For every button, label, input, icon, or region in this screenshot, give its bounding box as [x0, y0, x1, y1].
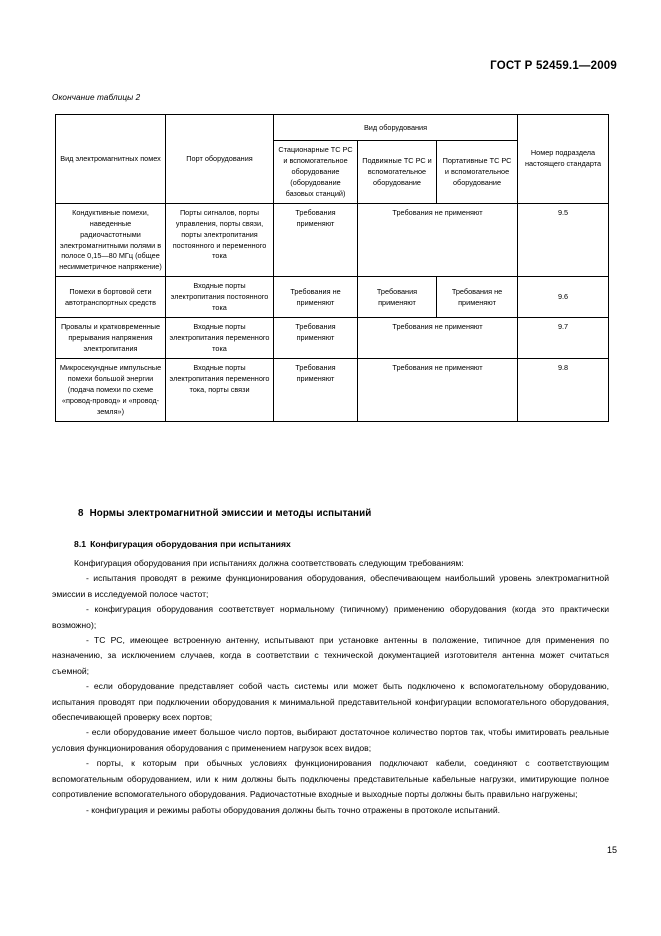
cell-portable-requirement: Требования не применяют: [437, 277, 518, 318]
cell-subsection-number: 9.8: [518, 358, 609, 421]
list-item: - ТС РС, имеющее встроенную антенну, испытывают при установке антенны в положение, типичное для применения по назначению, за исключением случаев, когда в соответствии с технической документацией изготовителя антенна может считаться съемной;: [52, 635, 609, 676]
section-8-title: Нормы электромагнитной эмиссии и методы испытаний: [89, 508, 372, 519]
header-interference-type: Вид электромагнитных помех: [56, 115, 166, 204]
cell-interference-type: Кондуктивные помехи, наведенные радиочастотными электромагнитными полями в полосе 0,15—80 МГц (общее несимметричное напряжение): [56, 203, 166, 277]
table-header-row-1: [56, 115, 609, 141]
table-row: [56, 203, 609, 277]
section-8-heading: [78, 508, 371, 519]
cell-equipment-port: Порты сигналов, порты управления, порты связи, порты электропитания постоянного и переменного тока: [166, 203, 274, 277]
page-number: 15: [606, 845, 617, 855]
header-subsection-number: Номер подраздела настоящего стандарта: [518, 115, 609, 204]
header-portable-equipment: Портативные ТС РС и вспомогательное оборудование: [437, 141, 518, 204]
header-mobile-equipment: Подвижные ТС РС и вспомогательное оборудование: [358, 141, 437, 204]
list-item: - если оборудование имеет большое число портов, выбирают достаточное количество портов так, чтобы имитировать реальные условия функционирования оборудования с применением нагрузок всех видов;: [52, 727, 609, 753]
section-8-number: 8: [78, 508, 84, 519]
table-row: [56, 277, 609, 318]
cell-subsection-number: 9.6: [518, 277, 609, 318]
list-item: - конфигурация оборудования соответствует нормальному (типичному) применению оборудования (когда это практически возможно);: [52, 604, 609, 630]
cell-stationary-requirement: Требования применяют: [274, 358, 358, 421]
list-item: - конфигурация и режимы работы оборудования должны быть точно отражены в протоколе испытаний.: [86, 804, 501, 815]
standard-header: ГОСТ Р 52459.1—2009: [490, 60, 617, 72]
table-body: [56, 203, 609, 421]
cell-mobile-portable-requirement: Требования не применяют: [358, 318, 518, 359]
list-item: - если оборудование представляет собой часть системы или может быть подключено к вспомогательному оборудованию, испытания проводят при подключении оборудования к минимальной представительной конфигурации вспомогательного оборудования, обеспечивающей проверку всех портов;: [52, 681, 609, 723]
cell-mobile-portable-requirement: Требования не применяют: [358, 203, 518, 277]
cell-equipment-port: Входные порты электропитания переменного тока, порты связи: [166, 358, 274, 421]
header-equipment-port: Порт оборудования: [166, 115, 274, 204]
section-8-1-body: [52, 556, 609, 818]
cell-equipment-port: Входные порты электропитания переменного тока: [166, 318, 274, 359]
paragraph-intro: Конфигурация оборудования при испытаниях должна соответствовать следующим требованиям:: [74, 558, 464, 568]
table-caption: Окончание таблицы 2: [52, 93, 141, 102]
cell-stationary-requirement: Требования применяют: [274, 318, 358, 359]
table-container: [55, 114, 608, 422]
header-stationary-equipment: Стационарные ТС РС и вспомогательное оборудование (оборудование базовых станций): [274, 141, 358, 204]
section-8-1-heading: [74, 539, 291, 549]
cell-subsection-number: 9.7: [518, 318, 609, 359]
table-row: [56, 318, 609, 359]
cell-stationary-requirement: Требования не применяют: [274, 277, 358, 318]
section-8-1-title: Конфигурация оборудования при испытаниях: [90, 539, 291, 549]
cell-subsection-number: 9.5: [518, 203, 609, 277]
list-item: - порты, к которым при обычных условиях функционирования подключают кабели, соединяют с соответствующим вспомогательным оборудованием, или к ним должны быть подключены представительные кабельные нагрузки, имитирующие полное сопротивление вспомогательного оборудования. Радиочастотные входные и выходные порты должны быть правильно нагружены;: [52, 758, 609, 800]
cell-interference-type: Помехи в бортовой сети автотранспортных средств: [56, 277, 166, 318]
cell-equipment-port: Входные порты электропитания постоянного тока: [166, 277, 274, 318]
header-equipment-type-group: Вид оборудования: [274, 115, 518, 141]
cell-mobile-portable-requirement: Требования не применяют: [358, 358, 518, 421]
section-8-1-number: 8.1: [74, 539, 87, 549]
table-row: [56, 358, 609, 421]
cell-mobile-requirement: Требования применяют: [358, 277, 437, 318]
cell-interference-type: Провалы и кратковременные прерывания напряжения электропитания: [56, 318, 166, 359]
cell-stationary-requirement: Требования применяют: [274, 203, 358, 277]
list-item: - испытания проводят в режиме функционирования оборудования, обеспечивающем наибольший уровень электромагнитной эмиссии в исследуемой полосе частот;: [52, 573, 609, 599]
requirements-table: [55, 114, 609, 422]
table-header: [56, 115, 609, 204]
cell-interference-type: Микросекундные импульсные помехи большой энергии (подача помехи по схеме «провод-провод» и «провод-земля»): [56, 358, 166, 421]
